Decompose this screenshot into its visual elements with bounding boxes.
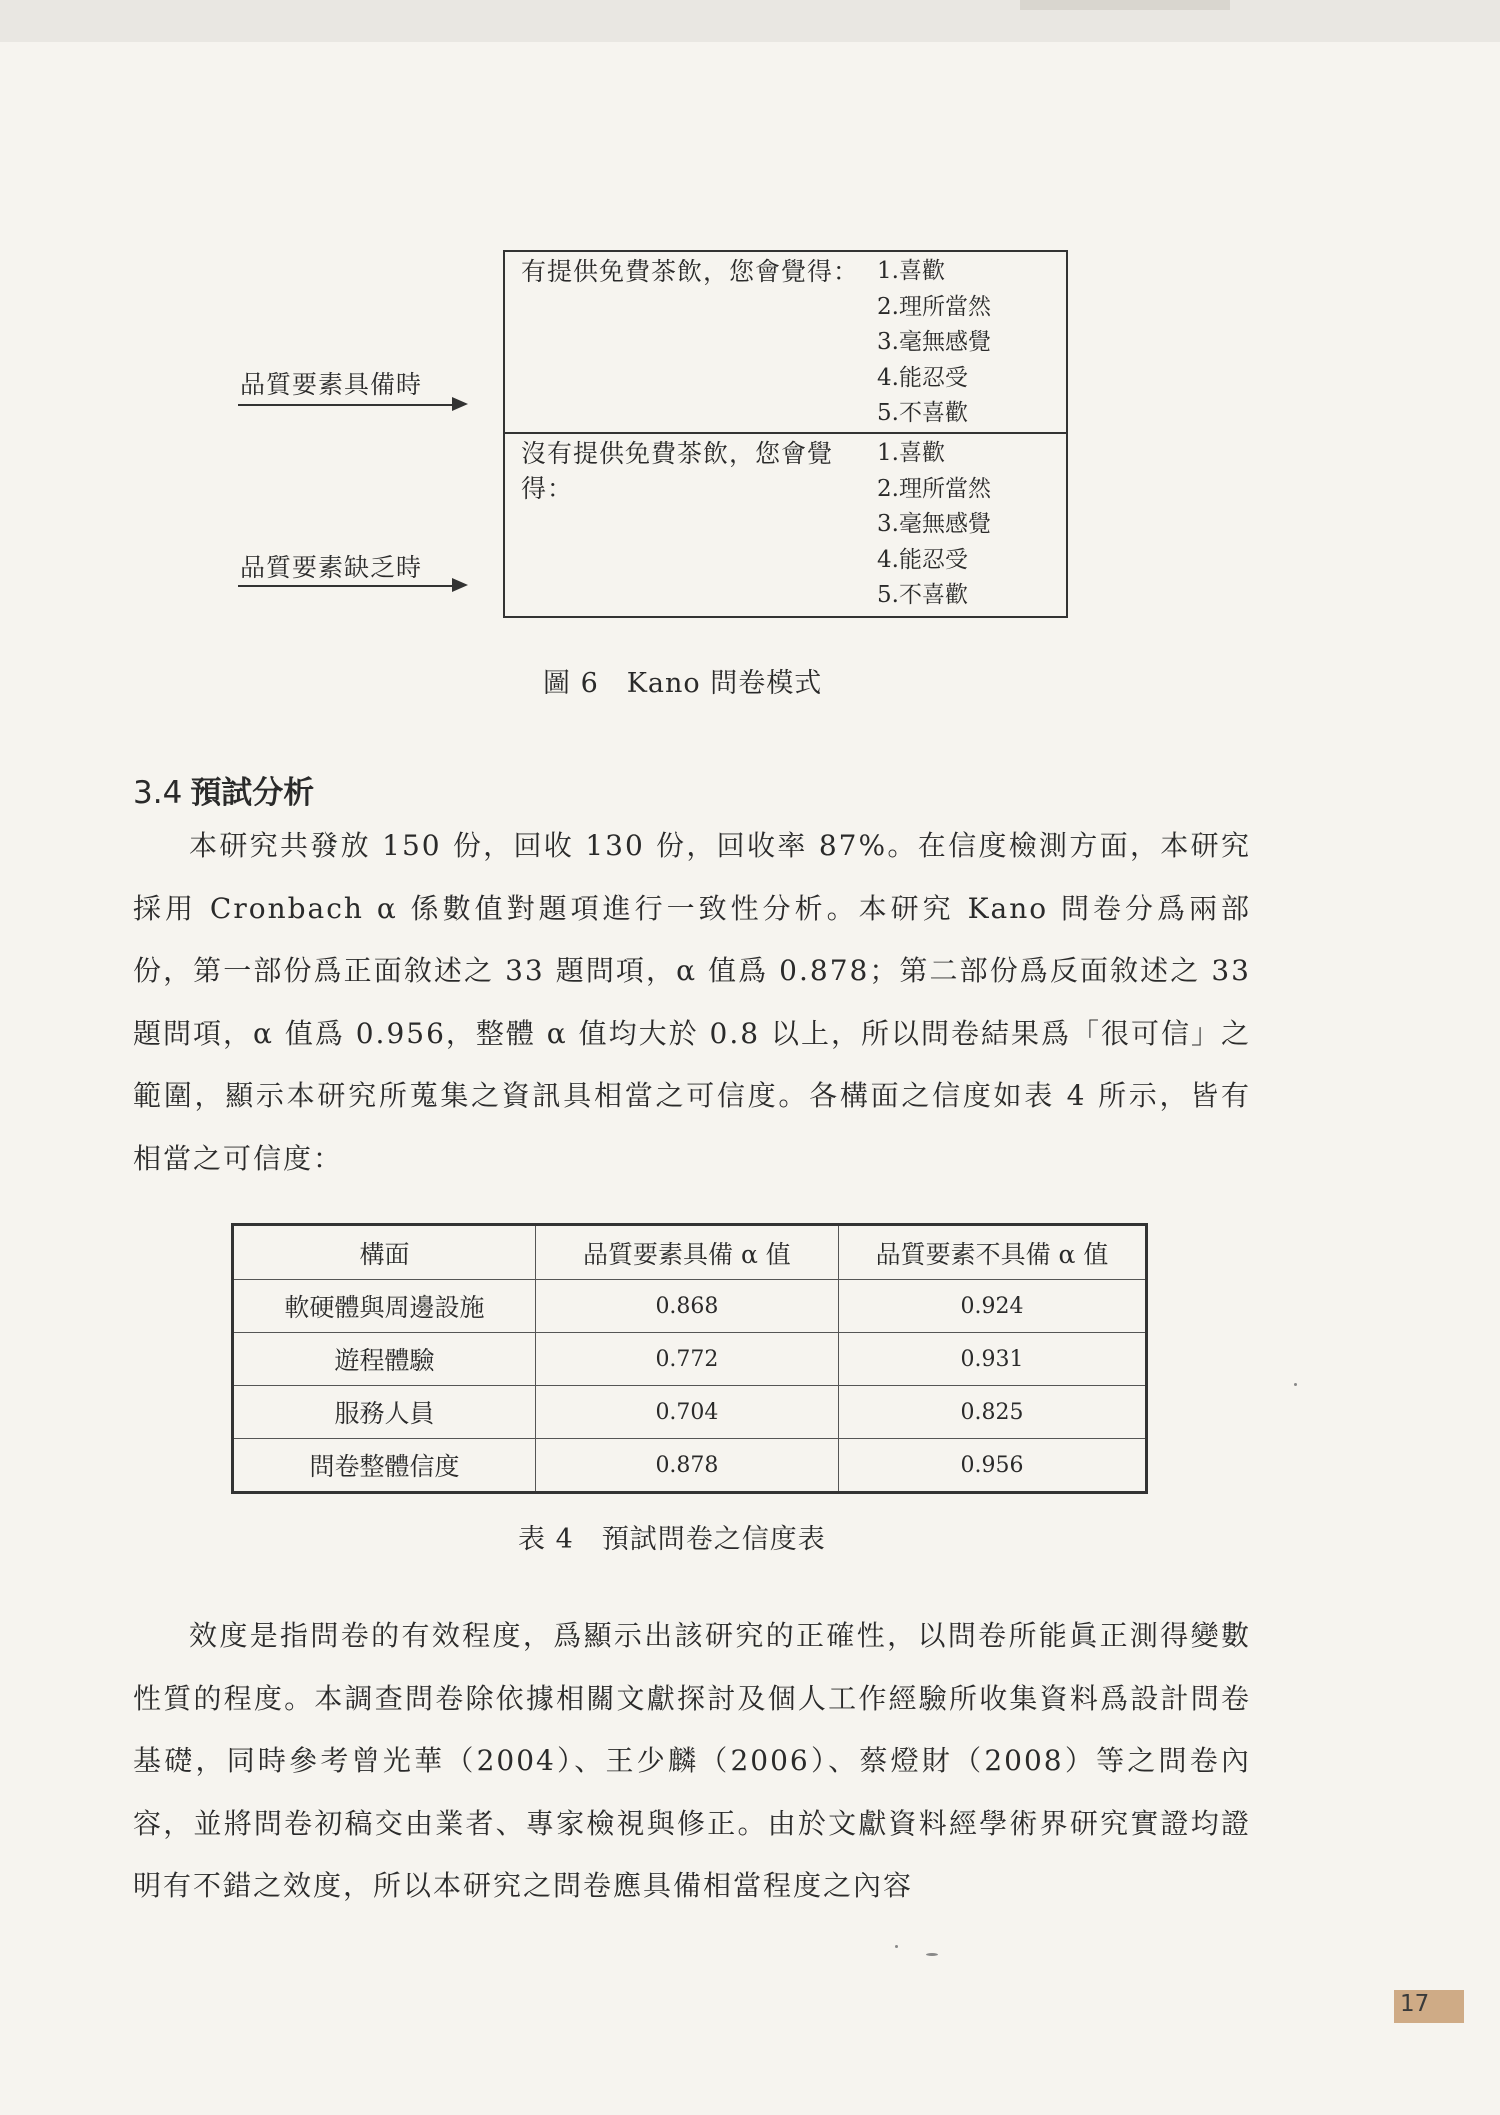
absent-question-line: 得： (521, 474, 574, 503)
table-caption: 表 4 預試問卷之信度表 (518, 1524, 826, 1555)
table-row (233, 1333, 1147, 1386)
table-cell: 遊程體驗 (233, 1333, 536, 1386)
present-options (877, 254, 991, 432)
option: 1.喜歡 (877, 258, 945, 284)
table-cell: 問卷整體信度 (233, 1439, 536, 1493)
figure-kano-model (0, 0, 1500, 720)
table-cell: 0.956 (838, 1439, 1146, 1493)
absent-options (877, 436, 991, 614)
paragraph-validity: 效度是指問卷的有效程度，爲顯示出該研究的正確性，以問卷所能眞正測得變數性質的程度。本調查問卷除依據相關文獻探討及個人工作經驗所收集資料爲設計問卷基礎，同時參考曾光華（2004）、王少麟（2006）、蔡燈財（2008）等之問卷內容，並將問卷初稿交由業者、專家檢視與修正。由於文獻資料經學術界研究實證均證明有不錯之效度，所以本研究之問卷應具備相當程度之內容 (133, 1619, 1251, 1902)
question-box (503, 250, 1068, 618)
table-header-cell: 品質要素不具備 α 值 (838, 1225, 1146, 1280)
table-header-row (233, 1225, 1147, 1280)
absent-question (521, 436, 833, 506)
table-row (233, 1280, 1147, 1333)
table-cell: 0.868 (535, 1280, 838, 1333)
arrow-present-head-icon (452, 397, 468, 411)
scan-speck (1294, 1383, 1297, 1386)
table-cell: 軟硬體與周邊設施 (233, 1280, 536, 1333)
table-header-cell: 品質要素具備 α 值 (535, 1225, 838, 1280)
option: 3.毫無感覺 (877, 329, 991, 355)
reliability-table (231, 1223, 1148, 1494)
option: 4.能忍受 (877, 546, 968, 573)
option: 2.理所當然 (877, 293, 991, 320)
label-quality-present: 品質要素具備時 (240, 370, 423, 399)
table-cell: 0.878 (535, 1439, 838, 1493)
table-row (233, 1386, 1147, 1439)
label-quality-absent: 品質要素缺乏時 (240, 553, 423, 582)
table-cell: 服務人員 (233, 1386, 536, 1439)
table-cell: 0.825 (838, 1386, 1146, 1439)
table-cell: 0.772 (535, 1333, 838, 1386)
option: 4.能忍受 (877, 364, 968, 391)
present-question: 有提供免費茶飲，您會覺得： (521, 257, 860, 286)
arrow-absent-head-icon (452, 578, 468, 592)
table-cell: 0.924 (838, 1280, 1146, 1333)
section-number: 3.4 (133, 775, 183, 811)
box-divider (505, 432, 1066, 434)
option: 5.不喜歡 (877, 582, 968, 608)
scan-speck (926, 1953, 938, 1956)
paragraph-reliability: 本研究共發放 150 份，回收 130 份，回收率 87%。在信度檢測方面，本研究採用 Cronbach α 係數值對題項進行一致性分析。本研究 Kano 問卷分爲兩部份，第一部份爲正面敘述之 33 題問項，α 值爲 0.878；第二部份爲反面敘述之 33 題問項，α 值爲 0.956，整體 α 值均大於 0.8 以上，所以問卷結果爲「很可信」之範圍，顯示本研究所蒐集之資訊具相當之可信度。各構面之信度如表 4 所示，皆有相當之可信度： (133, 829, 1251, 1175)
arrow-absent-line (238, 585, 456, 587)
section-title: 預試分析 (190, 775, 315, 811)
arrow-present-line (238, 404, 456, 406)
absent-question-line: 沒有提供免費茶飲，您會覺 (521, 439, 834, 468)
page-number: 17 (1400, 1991, 1430, 2017)
page-number-tab (1394, 1990, 1464, 2023)
option: 2.理所當然 (877, 475, 991, 502)
section-heading (133, 767, 314, 812)
figure-caption: 圖 6 Kano 問卷模式 (543, 668, 823, 699)
table-header-cell: 構面 (233, 1225, 536, 1280)
option: 1.喜歡 (877, 440, 945, 466)
table-cell: 0.931 (838, 1333, 1146, 1386)
scan-speck (895, 1945, 898, 1948)
option: 3.毫無感覺 (877, 511, 991, 537)
table-row (233, 1439, 1147, 1493)
option: 5.不喜歡 (877, 400, 968, 426)
table-cell: 0.704 (535, 1386, 838, 1439)
